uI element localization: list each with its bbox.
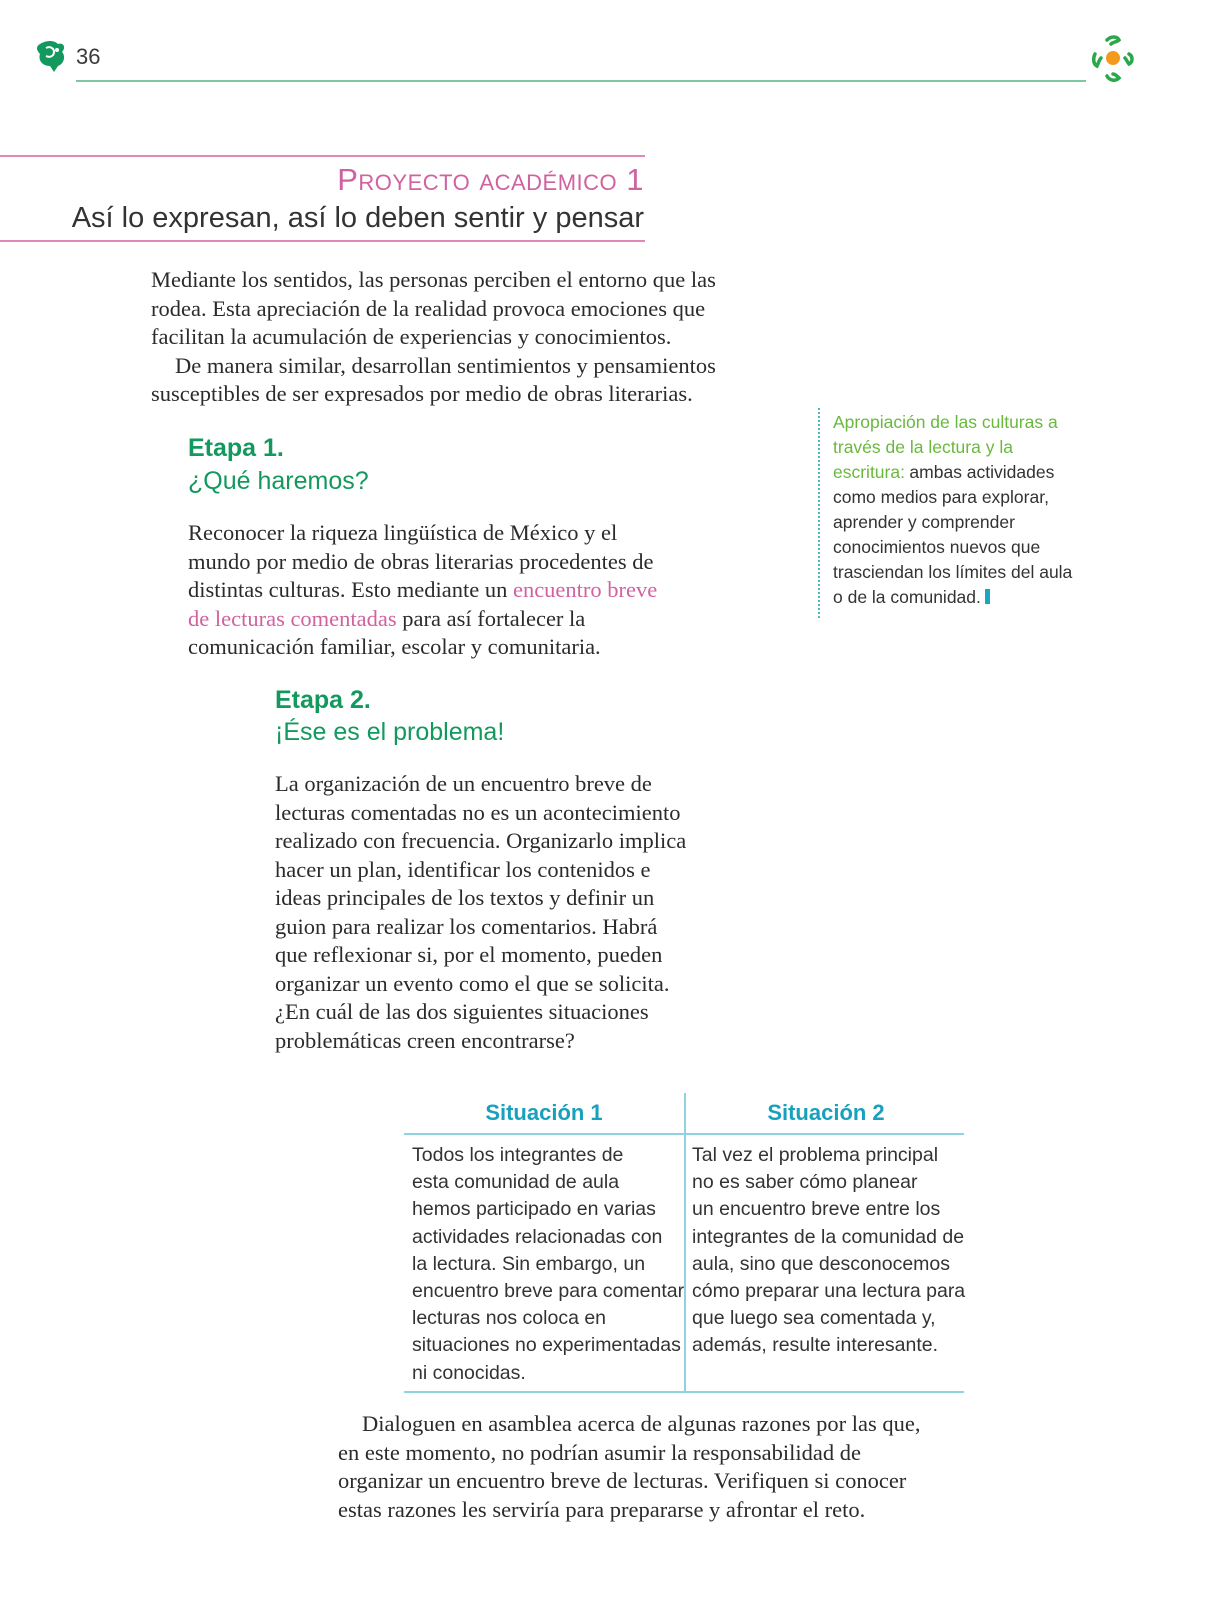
intro-paragraph-2: De manera similar, desarrollan sentimientos y pensamientos susceptibles de ser expresados por medio de obras literarias. [151, 352, 716, 406]
situation-2-line: aula, sino que desconocemos [692, 1252, 951, 1275]
book-logo-icon [36, 38, 68, 74]
closing-text: Dialoguen en asamblea acerca de algunas razones por las que, en este momento, no podrían asumir la responsabilidad de organizar un encuentro breve de lecturas. Verifiquen si conocer estas razones les serviría para prepararse y afrontar el reto. [338, 1411, 921, 1522]
situation-2-line: además, resulte interesante. [692, 1334, 939, 1357]
stage-1-text-start: Reconocer la riqueza lingüística de México y el mundo por medio de obras literarias procedentes de distintas culturas. Esto mediante un [188, 520, 654, 602]
situation-1-line: ni conocidas. [412, 1361, 526, 1384]
stage-1-subheading: ¿Qué haremos? [188, 467, 369, 495]
situation-2-line: integrantes de la comunidad de [692, 1225, 965, 1248]
intro-text [151, 266, 751, 409]
header-divider [76, 80, 1086, 82]
stage-1-heading: Etapa 1. [188, 434, 284, 462]
title-top-divider [0, 155, 645, 157]
situation-1-header: Situación 1 [485, 1100, 603, 1125]
stage-1-text-end: para así fortalecer la comunicación familiar, escolar y comunitaria. [188, 605, 601, 659]
sidenote-title: Apropiación de las culturas a través de la lectura y la escritura: [833, 412, 1058, 482]
situation-1-line: Todos los integrantes de [412, 1144, 624, 1166]
stage-2-heading: Etapa 2. [275, 686, 371, 714]
situation-1-line: lecturas nos coloca en [412, 1307, 607, 1330]
intro-paragraph-1: Mediante los sentidos, las personas perciben el entorno que las rodea. Esta apreciación de la realidad provoca emociones que facilitan la acumulación de experiencias y conocimientos. [151, 267, 716, 349]
situation-2-line: Tal vez el problema principal [692, 1144, 939, 1166]
page-number: 36 [76, 44, 101, 69]
situation-1-line: esta comunidad de aula [412, 1171, 620, 1194]
project-label: Proyecto académico 1 [337, 162, 644, 197]
situation-1-line: encuentro breve para comentar [412, 1280, 685, 1303]
situation-1-line: hemos participado en varias [412, 1198, 656, 1221]
situations-header-divider [404, 1133, 964, 1135]
project-subtitle: Así lo expresan, así lo deben sentir y pensar [71, 202, 644, 234]
stage-1-text [188, 519, 663, 662]
situation-2-line: cómo preparar una lectura para [692, 1280, 966, 1303]
stage-2-text: La organización de un encuentro breve de lecturas comentadas no es un acontecimiento realizado con frecuencia. Organizarlo implica hacer un plan, identificar los contenidos e ideas principales de los textos y definir un guion para realizar los comentarios. Habrá que reflexionar si, por el momento, pueden organizar un evento como el que se solicita. ¿En cuál de las dos siguientes situaciones problemáticas creen encontrarse? [275, 771, 687, 1053]
situations-bottom-divider [404, 1391, 964, 1393]
end-marker-icon [985, 589, 990, 604]
situation-2-line: no es saber cómo planear [692, 1171, 918, 1194]
situation-1-line: la lectura. Sin embargo, un [412, 1252, 646, 1275]
community-logo-icon [1087, 34, 1143, 90]
title-bottom-divider [0, 240, 645, 242]
situation-1-line: actividades relacionadas con [412, 1225, 663, 1248]
situation-1-text [412, 1142, 692, 1387]
stage-1-highlight: encuentro breve de lecturas comentadas [188, 577, 658, 631]
situation-2-line: un encuentro breve entre los [692, 1198, 941, 1221]
stage-2-subheading: ¡Ése es el problema! [275, 718, 505, 746]
situation-2-line: que luego sea comentada y, [692, 1307, 936, 1330]
sidenote [818, 408, 1073, 618]
situation-2-text [692, 1142, 972, 1360]
situation-1-line: situaciones no experimentadas [412, 1334, 681, 1357]
sidenote-text: ambas actividades como medios para explorar, aprender y comprender conocimientos nuevos que trasciendan los límites del aula o de la comunidad. [833, 462, 1073, 607]
situation-2-header: Situación 2 [767, 1100, 885, 1125]
